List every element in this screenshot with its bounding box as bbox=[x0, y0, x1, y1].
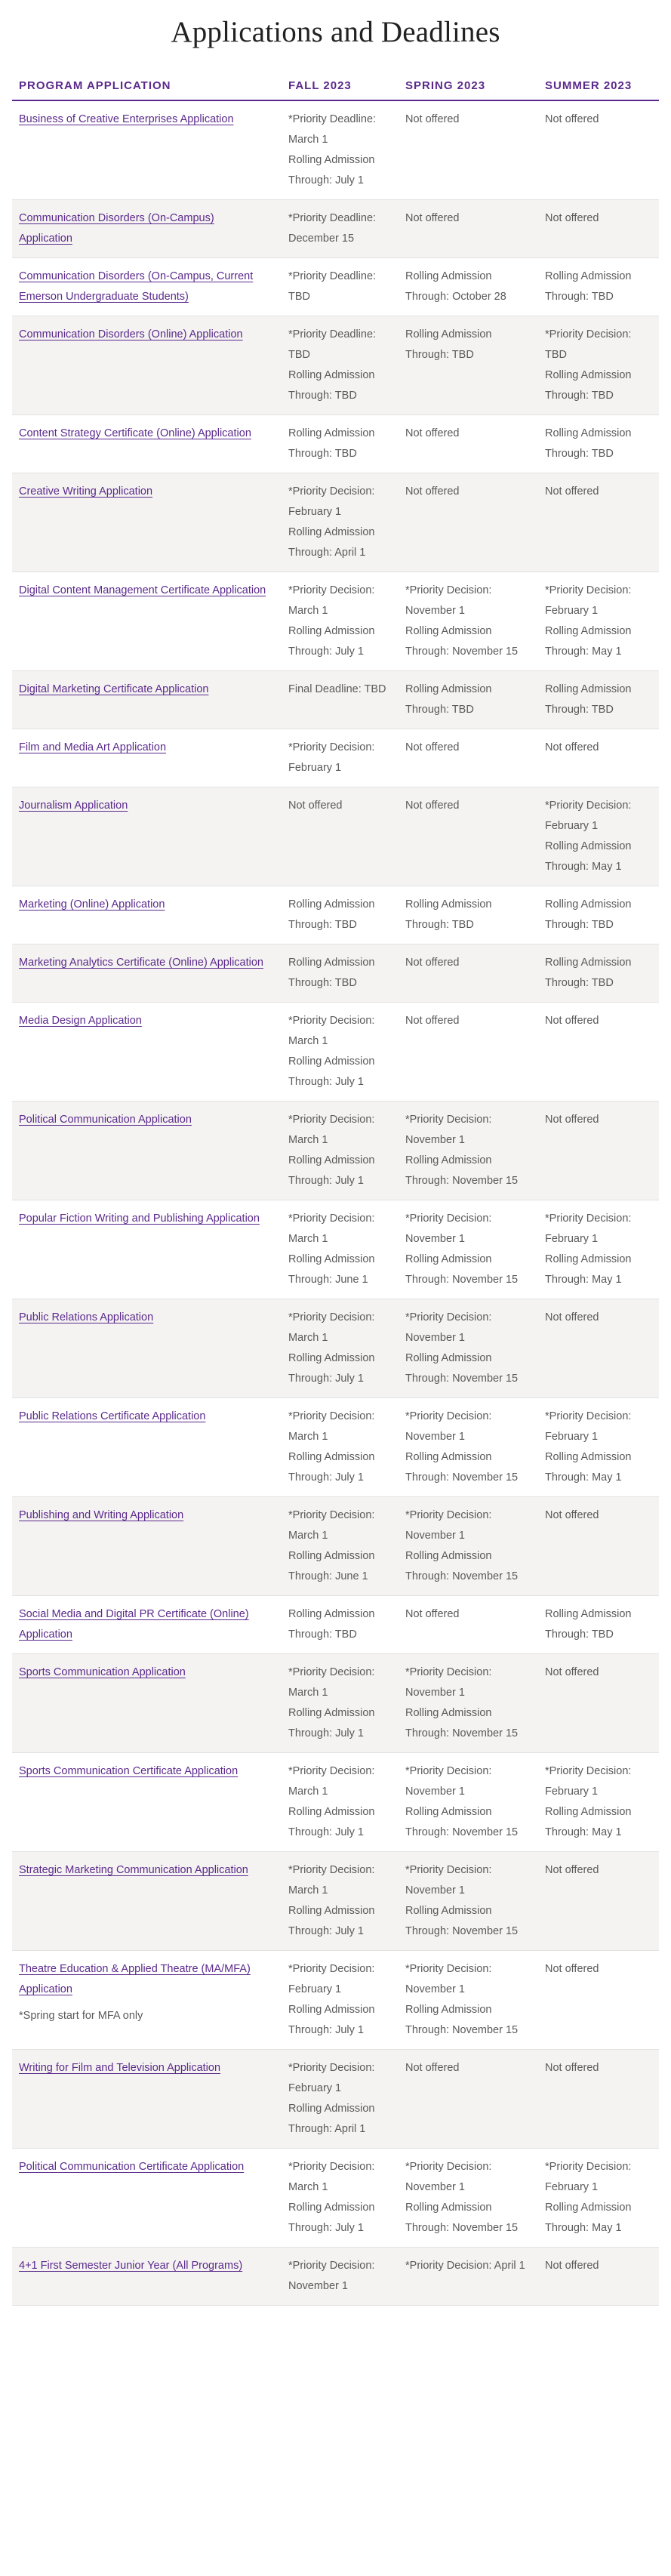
spring-deadline-text: Rolling Admission Through: October 28 bbox=[405, 270, 506, 303]
summer-deadline-text: Rolling Admission Through: May 1 bbox=[545, 625, 632, 658]
table-row bbox=[12, 200, 659, 258]
fall-cell bbox=[282, 2050, 399, 2149]
table-row bbox=[12, 1753, 659, 1852]
program-cell bbox=[12, 671, 282, 729]
program-application-link[interactable]: Sports Communication Certificate Application bbox=[19, 1765, 239, 1777]
summer-cell bbox=[538, 1951, 659, 2050]
table-row bbox=[12, 316, 659, 415]
fall-cell bbox=[282, 1398, 399, 1497]
spring-deadline-text: *Priority Decision: November 1 bbox=[405, 584, 492, 617]
fall-deadline-text: *Priority Decision: November 1 bbox=[288, 2260, 375, 2292]
program-application-link[interactable]: Content Strategy Certificate (Online) Application bbox=[19, 427, 251, 439]
fall-cell bbox=[282, 572, 399, 671]
fall-deadline-text: *Priority Decision: March 1 bbox=[288, 1213, 375, 1245]
fall-deadline-text: *Priority Deadline: December 15 bbox=[288, 212, 377, 245]
spring-deadline-text: Rolling Admission Through: November 15 bbox=[405, 2202, 519, 2234]
spring-deadline-text: *Priority Decision: November 1 bbox=[405, 2161, 492, 2193]
fall-cell bbox=[282, 1852, 399, 1951]
summer-deadline-text: Rolling Admission Through: TBD bbox=[545, 898, 632, 931]
program-cell bbox=[12, 100, 282, 200]
header-program: PROGRAM APPLICATION bbox=[12, 69, 282, 100]
summer-deadline-text: Not offered bbox=[545, 741, 599, 753]
summer-deadline-text: Rolling Admission Through: May 1 bbox=[545, 1806, 632, 1838]
spring-cell bbox=[399, 572, 538, 671]
program-application-link[interactable]: Public Relations Application bbox=[19, 1311, 154, 1323]
table-row bbox=[12, 1102, 659, 1200]
fall-cell bbox=[282, 886, 399, 944]
spring-cell bbox=[399, 787, 538, 886]
summer-cell bbox=[538, 1497, 659, 1596]
summer-deadline-text: *Priority Decision: February 1 bbox=[545, 1213, 632, 1245]
spring-cell bbox=[399, 671, 538, 729]
program-application-link[interactable]: Public Relations Certificate Application bbox=[19, 1410, 206, 1422]
fall-deadline-text: *Priority Decision: March 1 bbox=[288, 1311, 375, 1344]
spring-deadline-text: Not offered bbox=[405, 800, 460, 812]
spring-deadline-text: Not offered bbox=[405, 741, 460, 753]
summer-cell bbox=[538, 1654, 659, 1753]
program-application-link[interactable]: Theatre Education & Applied Theatre (MA/MFA) Application bbox=[19, 1963, 251, 1995]
fall-cell bbox=[282, 2248, 399, 2306]
spring-cell bbox=[399, 2149, 538, 2248]
program-cell bbox=[12, 572, 282, 671]
spring-cell bbox=[399, 200, 538, 258]
program-application-link[interactable]: Digital Marketing Certificate Application bbox=[19, 683, 209, 695]
summer-deadline-text: Not offered bbox=[545, 212, 599, 224]
summer-deadline-text: Not offered bbox=[545, 1015, 599, 1027]
spring-cell bbox=[399, 1596, 538, 1654]
table-row bbox=[12, 415, 659, 473]
spring-cell bbox=[399, 1753, 538, 1852]
spring-deadline-text: Rolling Admission Through: November 15 bbox=[405, 2004, 519, 2036]
spring-deadline-text: *Priority Decision: November 1 bbox=[405, 1213, 492, 1245]
program-cell bbox=[12, 316, 282, 415]
spring-deadline-text: Not offered bbox=[405, 427, 460, 439]
spring-deadline-text: Not offered bbox=[405, 113, 460, 125]
summer-deadline-text: *Priority Decision: February 1 bbox=[545, 1765, 632, 1798]
fall-deadline-text: *Priority Decision: February 1 bbox=[288, 741, 375, 774]
fall-cell bbox=[282, 787, 399, 886]
program-application-link[interactable]: 4+1 First Semester Junior Year (All Programs) bbox=[19, 2260, 243, 2272]
fall-deadline-text: Rolling Admission Through: TBD bbox=[288, 1608, 375, 1641]
spring-deadline-text: Rolling Admission Through: November 15 bbox=[405, 1707, 519, 1739]
program-application-link[interactable]: Political Communication Certificate Application bbox=[19, 2161, 245, 2173]
spring-deadline-text: Rolling Admission Through: November 15 bbox=[405, 625, 519, 658]
spring-deadline-text: *Priority Decision: November 1 bbox=[405, 1509, 492, 1542]
fall-cell bbox=[282, 1003, 399, 1102]
table-row bbox=[12, 1951, 659, 2050]
fall-cell bbox=[282, 671, 399, 729]
program-cell bbox=[12, 2248, 282, 2306]
table-row bbox=[12, 886, 659, 944]
summer-cell bbox=[538, 2248, 659, 2306]
program-cell bbox=[12, 886, 282, 944]
fall-deadline-text: Rolling Admission Through: TBD bbox=[288, 427, 375, 460]
spring-cell bbox=[399, 729, 538, 787]
fall-deadline-text: Rolling Admission Through: July 1 bbox=[288, 2004, 375, 2036]
spring-deadline-text: Not offered bbox=[405, 1608, 460, 1620]
spring-deadline-text: Not offered bbox=[405, 1015, 460, 1027]
fall-deadline-text: Rolling Admission Through: July 1 bbox=[288, 1905, 375, 1937]
program-cell bbox=[12, 1852, 282, 1951]
fall-cell bbox=[282, 1753, 399, 1852]
spring-deadline-text: *Priority Decision: November 1 bbox=[405, 1410, 492, 1443]
summer-deadline-text: Rolling Admission Through: May 1 bbox=[545, 1451, 632, 1484]
program-cell bbox=[12, 1102, 282, 1200]
fall-deadline-text: *Priority Decision: February 1 bbox=[288, 485, 375, 518]
program-cell bbox=[12, 787, 282, 886]
fall-deadline-text: *Priority Decision: March 1 bbox=[288, 1864, 375, 1897]
program-cell bbox=[12, 200, 282, 258]
fall-cell bbox=[282, 473, 399, 572]
summer-deadline-text: Rolling Admission Through: TBD bbox=[545, 270, 632, 303]
table-row bbox=[12, 473, 659, 572]
summer-deadline-text: Not offered bbox=[545, 485, 599, 498]
summer-cell bbox=[538, 415, 659, 473]
spring-deadline-text: Rolling Admission Through: TBD bbox=[405, 328, 492, 361]
table-row bbox=[12, 100, 659, 200]
table-row bbox=[12, 1398, 659, 1497]
fall-deadline-text: Rolling Admission Through: June 1 bbox=[288, 1550, 375, 1582]
program-cell bbox=[12, 2149, 282, 2248]
header-fall: FALL 2023 bbox=[282, 69, 399, 100]
summer-deadline-text: *Priority Decision: February 1 bbox=[545, 2161, 632, 2193]
fall-cell bbox=[282, 1497, 399, 1596]
spring-deadline-text: *Priority Decision: November 1 bbox=[405, 1311, 492, 1344]
fall-cell bbox=[282, 729, 399, 787]
fall-cell bbox=[282, 2149, 399, 2248]
table-row bbox=[12, 944, 659, 1003]
spring-cell bbox=[399, 2248, 538, 2306]
fall-cell bbox=[282, 1102, 399, 1200]
fall-cell bbox=[282, 944, 399, 1003]
summer-deadline-text: *Priority Decision: TBD bbox=[545, 328, 632, 361]
summer-cell bbox=[538, 2149, 659, 2248]
summer-deadline-text: Rolling Admission Through: TBD bbox=[545, 683, 632, 716]
summer-cell bbox=[538, 1200, 659, 1299]
fall-deadline-text: Rolling Admission Through: TBD bbox=[288, 898, 375, 931]
program-cell bbox=[12, 1299, 282, 1398]
summer-deadline-text: Rolling Admission Through: TBD bbox=[545, 369, 632, 402]
summer-cell bbox=[538, 1596, 659, 1654]
program-application-link[interactable]: Strategic Marketing Communication Application bbox=[19, 1864, 248, 1876]
fall-cell bbox=[282, 415, 399, 473]
program-cell bbox=[12, 258, 282, 316]
summer-cell bbox=[538, 1398, 659, 1497]
program-cell bbox=[12, 1200, 282, 1299]
spring-deadline-text: Rolling Admission Through: TBD bbox=[405, 683, 492, 716]
summer-cell bbox=[538, 1753, 659, 1852]
spring-cell bbox=[399, 473, 538, 572]
table-row bbox=[12, 2050, 659, 2149]
program-cell bbox=[12, 1753, 282, 1852]
table-row bbox=[12, 1299, 659, 1398]
spring-deadline-text: Rolling Admission Through: November 15 bbox=[405, 1806, 519, 1838]
fall-deadline-text: Rolling Admission Through: July 1 bbox=[288, 1806, 375, 1838]
summer-cell bbox=[538, 1299, 659, 1398]
spring-deadline-text: *Priority Decision: November 1 bbox=[405, 1963, 492, 1995]
summer-cell bbox=[538, 787, 659, 886]
spring-deadline-text: Not offered bbox=[405, 485, 460, 498]
spring-cell bbox=[399, 1299, 538, 1398]
fall-deadline-text: *Priority Decision: March 1 bbox=[288, 1114, 375, 1146]
fall-cell bbox=[282, 200, 399, 258]
fall-deadline-text: *Priority Deadline: March 1 bbox=[288, 113, 377, 146]
fall-cell bbox=[282, 1299, 399, 1398]
table-row bbox=[12, 258, 659, 316]
program-application-link[interactable]: Marketing (Online) Application bbox=[19, 898, 165, 911]
program-application-link[interactable]: Publishing and Writing Application bbox=[19, 1509, 184, 1521]
spring-cell bbox=[399, 1200, 538, 1299]
summer-cell bbox=[538, 2050, 659, 2149]
fall-cell bbox=[282, 1654, 399, 1753]
table-row bbox=[12, 1200, 659, 1299]
header-spring: SPRING 2023 bbox=[399, 69, 538, 100]
program-application-link[interactable]: Political Communication Application bbox=[19, 1114, 192, 1126]
table-row bbox=[12, 671, 659, 729]
spring-deadline-text: *Priority Decision: November 1 bbox=[405, 1765, 492, 1798]
fall-deadline-text: *Priority Decision: March 1 bbox=[288, 1666, 375, 1699]
summer-cell bbox=[538, 100, 659, 200]
fall-deadline-text: *Priority Decision: February 1 bbox=[288, 2062, 375, 2094]
fall-deadline-text: *Priority Decision: February 1 bbox=[288, 1963, 375, 1995]
program-application-link[interactable]: Writing for Film and Television Application bbox=[19, 2062, 221, 2074]
program-cell bbox=[12, 1398, 282, 1497]
summer-cell bbox=[538, 200, 659, 258]
summer-deadline-text: Not offered bbox=[545, 2062, 599, 2074]
table-row bbox=[12, 2149, 659, 2248]
spring-deadline-text: Not offered bbox=[405, 2062, 460, 2074]
program-cell bbox=[12, 415, 282, 473]
spring-deadline-text: Not offered bbox=[405, 957, 460, 969]
summer-cell bbox=[538, 473, 659, 572]
table-row bbox=[12, 1003, 659, 1102]
summer-deadline-text: Rolling Admission Through: May 1 bbox=[545, 1253, 632, 1286]
spring-deadline-text: Not offered bbox=[405, 212, 460, 224]
table-row bbox=[12, 572, 659, 671]
table-body bbox=[12, 100, 659, 2306]
spring-cell bbox=[399, 1398, 538, 1497]
summer-cell bbox=[538, 671, 659, 729]
page-title: Applications and Deadlines bbox=[171, 16, 500, 48]
program-application-link[interactable]: Journalism Application bbox=[19, 800, 128, 812]
table-row bbox=[12, 1596, 659, 1654]
spring-cell bbox=[399, 944, 538, 1003]
table-row bbox=[12, 1852, 659, 1951]
summer-deadline-text: Rolling Admission Through: TBD bbox=[545, 1608, 632, 1641]
spring-cell bbox=[399, 1852, 538, 1951]
summer-cell bbox=[538, 1102, 659, 1200]
spring-cell bbox=[399, 415, 538, 473]
summer-deadline-text: *Priority Decision: February 1 bbox=[545, 584, 632, 617]
spring-deadline-text: Rolling Admission Through: TBD bbox=[405, 898, 492, 931]
spring-cell bbox=[399, 1497, 538, 1596]
spring-deadline-text: *Priority Decision: November 1 bbox=[405, 1666, 492, 1699]
summer-deadline-text: Rolling Admission Through: TBD bbox=[545, 957, 632, 989]
header-row bbox=[12, 69, 659, 100]
summer-cell bbox=[538, 1852, 659, 1951]
summer-cell bbox=[538, 316, 659, 415]
fall-deadline-text: *Priority Decision: March 1 bbox=[288, 1410, 375, 1443]
program-application-link[interactable]: Marketing Analytics Certificate (Online) Application bbox=[19, 957, 263, 969]
program-cell bbox=[12, 944, 282, 1003]
fall-deadline-text: Rolling Admission Through: July 1 bbox=[288, 1055, 375, 1088]
summer-deadline-text: Rolling Admission Through: May 1 bbox=[545, 840, 632, 873]
table-row bbox=[12, 2248, 659, 2306]
fall-deadline-text: Rolling Admission Through: July 1 bbox=[288, 625, 375, 658]
fall-deadline-text: Rolling Admission Through: July 1 bbox=[288, 1352, 375, 1385]
spring-deadline-text: Rolling Admission Through: November 15 bbox=[405, 1253, 519, 1286]
fall-deadline-text: Rolling Admission Through: April 1 bbox=[288, 2103, 375, 2135]
spring-deadline-text: Rolling Admission Through: November 15 bbox=[405, 1352, 519, 1385]
program-application-link[interactable]: Business of Creative Enterprises Application bbox=[19, 113, 234, 125]
program-application-link[interactable]: Communication Disorders (On-Campus, Current Emerson Undergraduate Students) bbox=[19, 270, 254, 303]
deadlines-table bbox=[12, 69, 659, 2306]
fall-deadline-text: Final Deadline: TBD bbox=[288, 683, 386, 695]
fall-deadline-text: Rolling Admission Through: TBD bbox=[288, 957, 375, 989]
fall-deadline-text: Rolling Admission Through: July 1 bbox=[288, 1451, 375, 1484]
fall-deadline-text: Rolling Admission Through: July 1 bbox=[288, 1154, 375, 1187]
summer-deadline-text: Rolling Admission Through: May 1 bbox=[545, 2202, 632, 2234]
summer-deadline-text: Not offered bbox=[545, 1114, 599, 1126]
spring-deadline-text: Rolling Admission Through: November 15 bbox=[405, 1905, 519, 1937]
program-application-link[interactable]: Creative Writing Application bbox=[19, 485, 153, 498]
fall-deadline-text: Rolling Admission Through: TBD bbox=[288, 369, 375, 402]
fall-cell bbox=[282, 1200, 399, 1299]
fall-deadline-text: *Priority Decision: March 1 bbox=[288, 1765, 375, 1798]
spring-cell bbox=[399, 1102, 538, 1200]
summer-deadline-text: *Priority Decision: February 1 bbox=[545, 800, 632, 832]
table-header bbox=[12, 69, 659, 100]
program-cell bbox=[12, 1596, 282, 1654]
program-cell bbox=[12, 1951, 282, 2050]
spring-deadline-text: *Priority Decision: November 1 bbox=[405, 1864, 492, 1897]
spring-cell bbox=[399, 1654, 538, 1753]
fall-deadline-text: *Priority Decision: March 1 bbox=[288, 1015, 375, 1047]
spring-deadline-text: Rolling Admission Through: November 15 bbox=[405, 1154, 519, 1187]
spring-deadline-text: *Priority Decision: April 1 bbox=[405, 2260, 525, 2272]
spring-deadline-text: Rolling Admission Through: November 15 bbox=[405, 1451, 519, 1484]
fall-deadline-text: Rolling Admission Through: July 1 bbox=[288, 2202, 375, 2234]
summer-deadline-text: Not offered bbox=[545, 1509, 599, 1521]
table-row bbox=[12, 1497, 659, 1596]
table-row bbox=[12, 787, 659, 886]
fall-deadline-text: *Priority Deadline: TBD bbox=[288, 328, 377, 361]
spring-cell bbox=[399, 1951, 538, 2050]
program-application-link[interactable]: Popular Fiction Writing and Publishing Application bbox=[19, 1213, 260, 1225]
summer-cell bbox=[538, 886, 659, 944]
program-cell bbox=[12, 1654, 282, 1753]
spring-deadline-text: Rolling Admission Through: November 15 bbox=[405, 1550, 519, 1582]
program-cell bbox=[12, 729, 282, 787]
program-application-link[interactable]: Sports Communication Application bbox=[19, 1666, 186, 1678]
fall-deadline-text: Not offered bbox=[288, 800, 343, 812]
fall-cell bbox=[282, 100, 399, 200]
summer-cell bbox=[538, 729, 659, 787]
table-row bbox=[12, 1654, 659, 1753]
program-application-link[interactable]: Communication Disorders (Online) Application bbox=[19, 328, 243, 340]
spring-cell bbox=[399, 100, 538, 200]
fall-deadline-text: Rolling Admission Through: July 1 bbox=[288, 154, 375, 186]
header-summer: SUMMER 2023 bbox=[538, 69, 659, 100]
summer-cell bbox=[538, 1003, 659, 1102]
spring-cell bbox=[399, 316, 538, 415]
program-cell bbox=[12, 2050, 282, 2149]
summer-cell bbox=[538, 572, 659, 671]
spring-cell bbox=[399, 2050, 538, 2149]
fall-cell bbox=[282, 1596, 399, 1654]
fall-cell bbox=[282, 316, 399, 415]
program-application-link[interactable]: Digital Content Management Certificate Application bbox=[19, 584, 266, 596]
spring-deadline-text: *Priority Decision: November 1 bbox=[405, 1114, 492, 1146]
fall-deadline-text: Rolling Admission Through: July 1 bbox=[288, 1707, 375, 1739]
spring-cell bbox=[399, 886, 538, 944]
program-note: *Spring start for MFA only bbox=[19, 2010, 143, 2022]
summer-cell bbox=[538, 944, 659, 1003]
program-application-link[interactable]: Media Design Application bbox=[19, 1015, 142, 1027]
table-row bbox=[12, 729, 659, 787]
fall-cell bbox=[282, 258, 399, 316]
program-cell bbox=[12, 1003, 282, 1102]
summer-deadline-text: *Priority Decision: February 1 bbox=[545, 1410, 632, 1443]
fall-deadline-text: Rolling Admission Through: June 1 bbox=[288, 1253, 375, 1286]
spring-cell bbox=[399, 1003, 538, 1102]
summer-deadline-text: Not offered bbox=[545, 2260, 599, 2272]
summer-deadline-text: Not offered bbox=[545, 1311, 599, 1323]
program-application-link[interactable]: Film and Media Art Application bbox=[19, 741, 167, 753]
fall-deadline-text: *Priority Decision: March 1 bbox=[288, 1509, 375, 1542]
fall-deadline-text: *Priority Decision: March 1 bbox=[288, 2161, 375, 2193]
summer-deadline-text: Not offered bbox=[545, 1864, 599, 1876]
fall-deadline-text: *Priority Deadline: TBD bbox=[288, 270, 377, 303]
summer-deadline-text: Rolling Admission Through: TBD bbox=[545, 427, 632, 460]
program-application-link[interactable]: Social Media and Digital PR Certificate (Online) Application bbox=[19, 1608, 249, 1641]
summer-cell bbox=[538, 258, 659, 316]
spring-cell bbox=[399, 258, 538, 316]
summer-deadline-text: Not offered bbox=[545, 1666, 599, 1678]
program-cell bbox=[12, 1497, 282, 1596]
page bbox=[12, 0, 659, 2316]
program-application-link[interactable]: Communication Disorders (On-Campus) Application bbox=[19, 212, 214, 245]
fall-deadline-text: *Priority Decision: March 1 bbox=[288, 584, 375, 617]
fall-cell bbox=[282, 1951, 399, 2050]
summer-deadline-text: Not offered bbox=[545, 1963, 599, 1975]
program-cell bbox=[12, 473, 282, 572]
fall-deadline-text: Rolling Admission Through: April 1 bbox=[288, 526, 375, 559]
summer-deadline-text: Not offered bbox=[545, 113, 599, 125]
